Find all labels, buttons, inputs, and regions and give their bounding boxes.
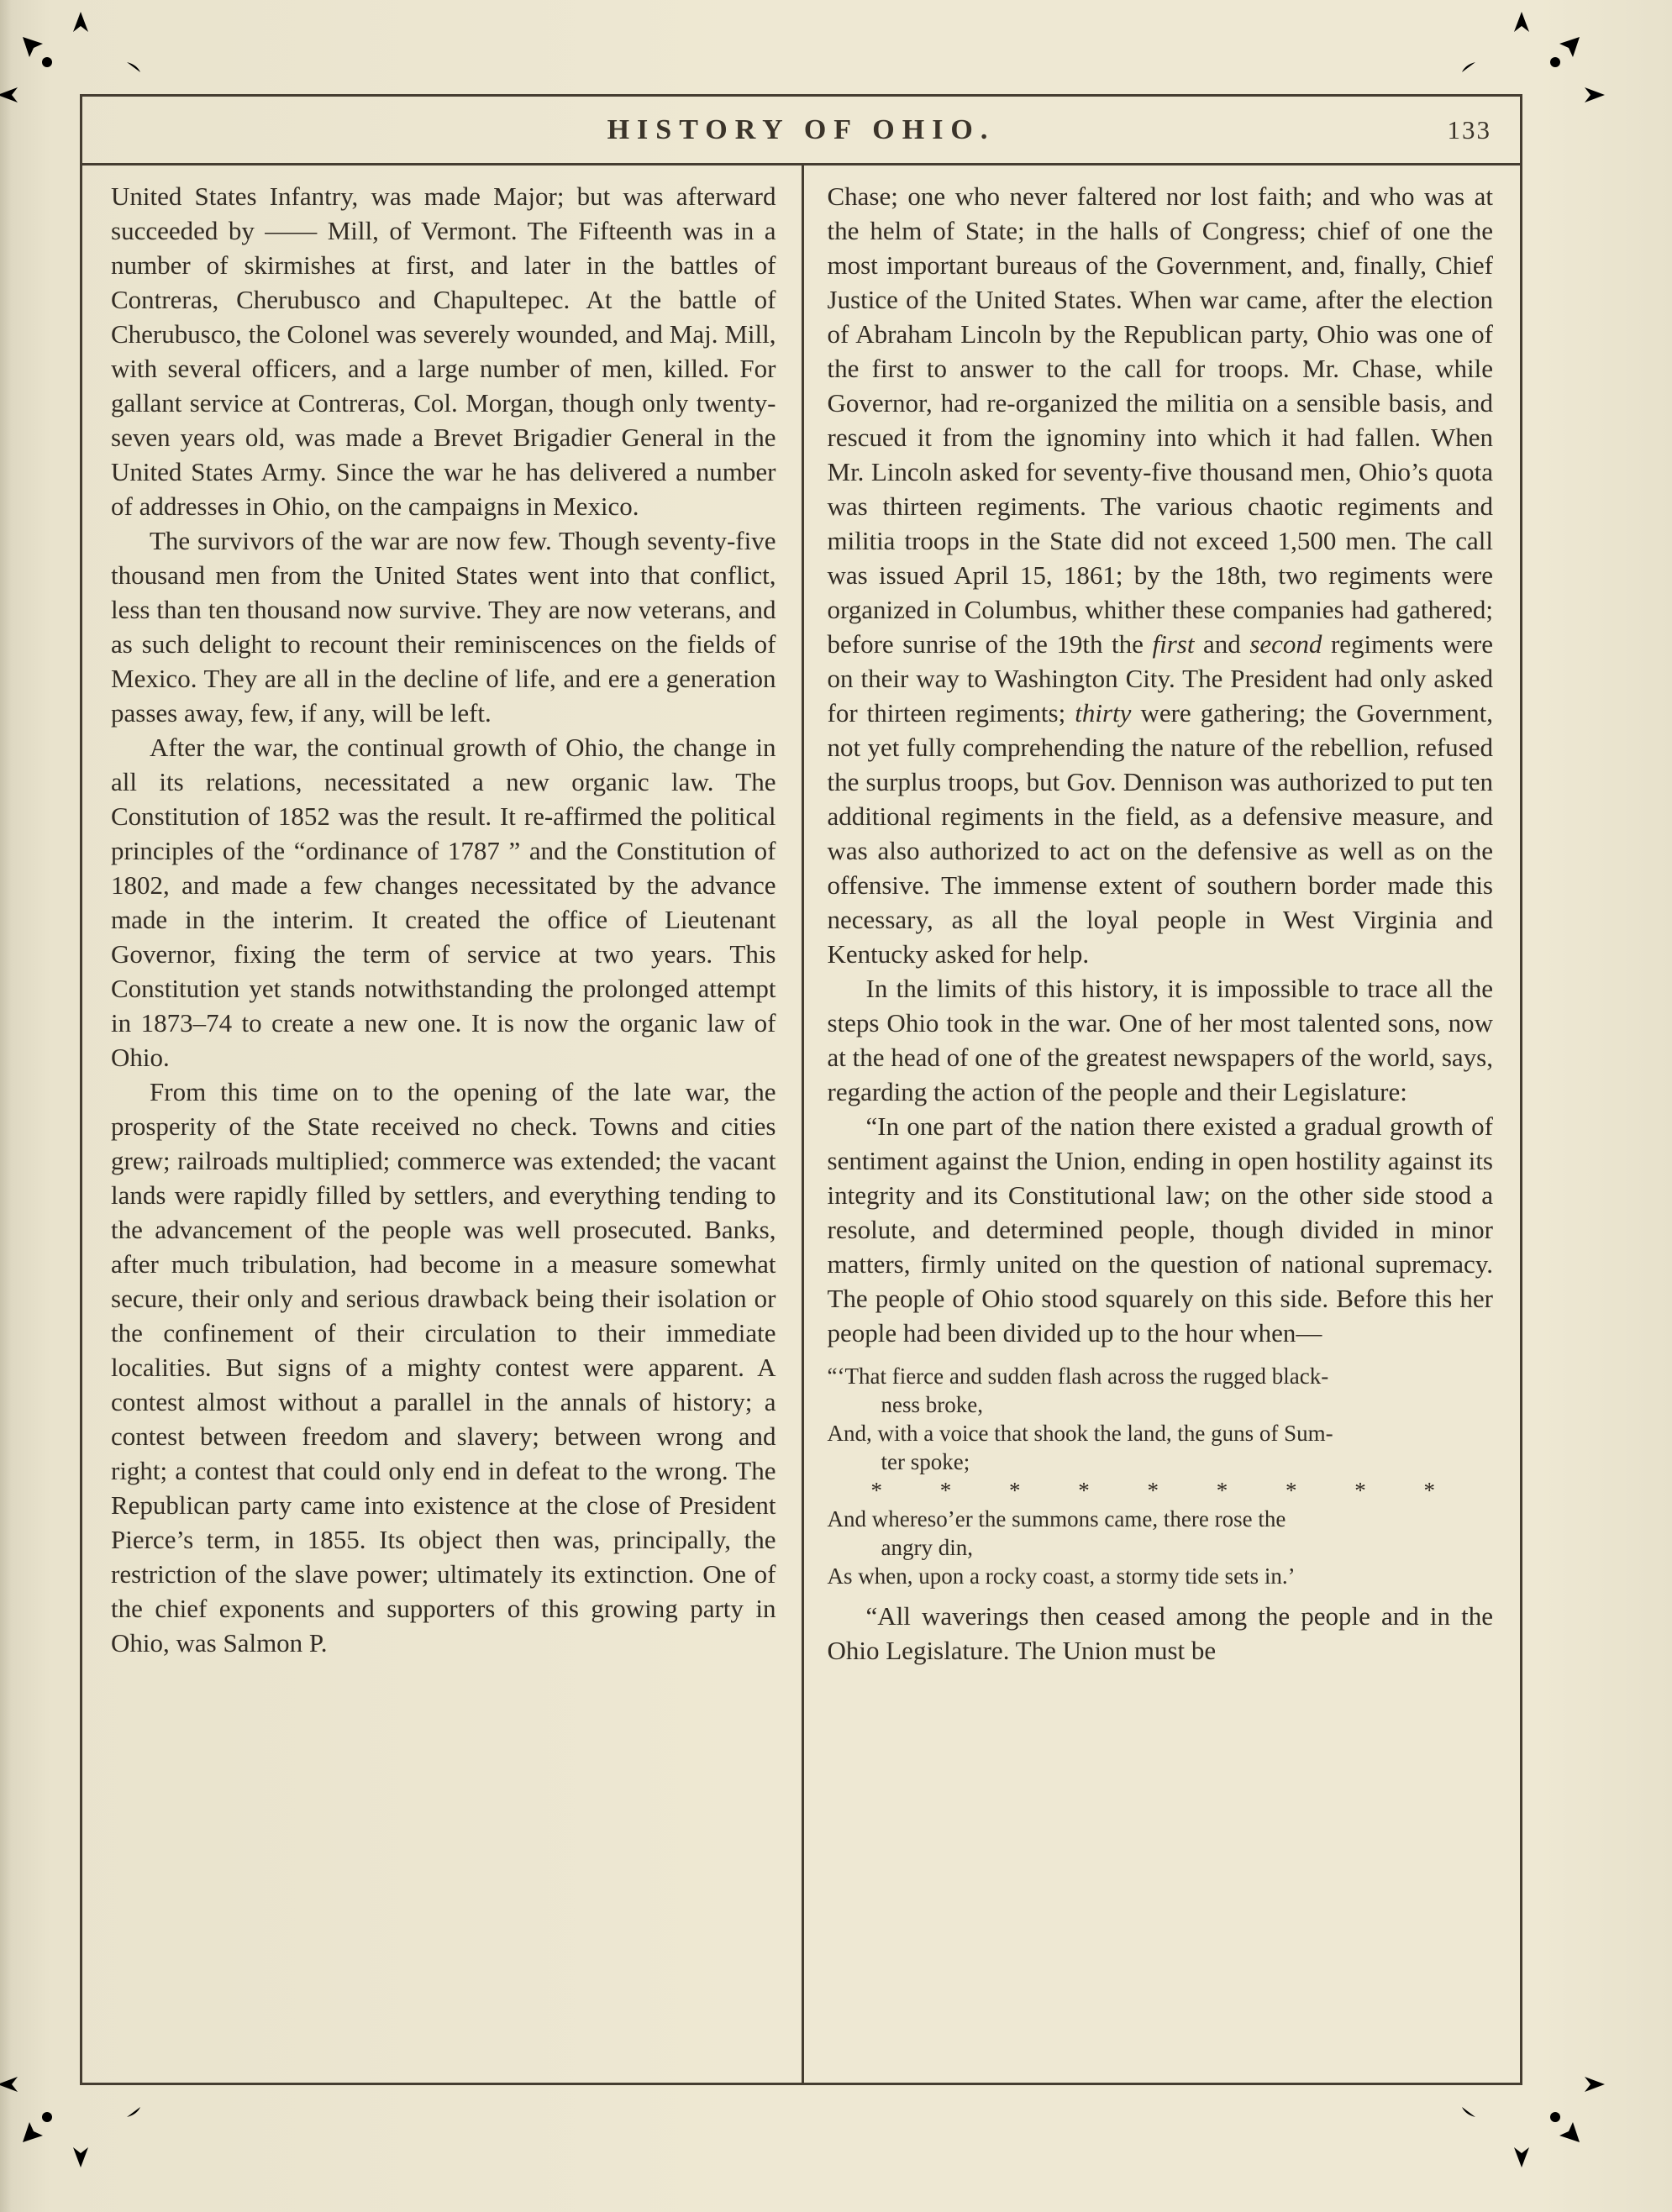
paragraph: After the war, the continual growth of Ohio, the change in all its relations, necessitated a new organic law. The Constitution of 1852 was the result. It re-affirmed the political principles of the “ordinance of 1787 ” and the Constitution of 1802, and made a few changes necessitated by the advance made in the interim. It created the office of Lieutenant Governor, fixing the term of service at two years. This Constitution yet stands notwithstanding the prolonged attempt in 1873–74 to create a new one. It is now the organic law of Ohio. [111,733,776,1072]
left-column [82,166,802,2083]
verse-line: And whereso’er the summons came, there rose the [827,1506,1286,1532]
right-column [802,166,1521,2083]
verse-line: And, with a voice that shook the land, the guns of Sum- [827,1421,1333,1446]
paragraph: “All waverings then ceased among the people and in the Ohio Legislature. The Union must be [827,1601,1493,1665]
verse-asterisk-row: * * * * * * * * * [870,1478,1437,1503]
verse-quote [828,1362,1494,1590]
running-head [82,97,1520,166]
page-frame [80,94,1522,2085]
paragraph: The survivors of the war are now few. Though seventy-five thousand men from the United States went into that conflict, less than ten thousand now survive. They are now veterans, and as such delight to recount their reminiscences on the fields of Mexico. They are all in the decline of life, and ere a generation passes away, few, if any, will be left. [111,526,776,728]
verse-line: ness broke, [881,1392,983,1417]
text-columns [82,166,1520,2083]
verse-line: As when, upon a rocky coast, a stormy tide sets in.’ [827,1563,1296,1589]
page-title: HISTORY OF OHIO. [607,113,996,145]
paragraph: “In one part of the nation there existed a gradual growth of sentiment against the Union, ending in open hostility against its integrity and its Constitutional law; on the other side stood a resolute, and determined people, though divided in minor matters, firmly united on the question of national supremacy. The people of Ohio stood squarely on this side. Before this her people had been divided up to the hour when— [827,1111,1493,1348]
verse-line: ter spoke; [881,1449,970,1474]
paragraph: In the limits of this history, it is impossible to trace all the steps Ohio took in the war. One of her most talented sons, now at the head of one of the greatest newspapers of the world, says, regarding the action of the people and their Legislature: [827,974,1493,1106]
paragraph: From this time on to the opening of the late war, the prosperity of the State received no check. Towns and cities grew; railroads multiplied; commerce was extended; the vacant lands were rapidly filled by settlers, and everything tending to the advancement of the people was well prosecuted. Banks, after much tribulation, had become in a measure somewhat secure, their only and serious drawback being their isolation or the confinement of their circulation to their immediate localities. But signs of a mighty contest were apparent. A contest almost without a parallel in the annals of history; a contest between freedom and slavery; between wrong and right; a contest that could only end in defeat to the wrong. The Republican party came into existence at the close of President Pierce’s term, in 1855. Its object then was, principally, the restriction of the slave power; ultimately its extinction. One of the chief exponents and supporters of this growing party in Ohio, was Salmon P. [111,1077,776,1658]
verse-line: “‘That fierce and sudden flash across the rugged black- [827,1363,1329,1389]
paragraph: United States Infantry, was made Major; but was afterward succeeded by —— Mill, of Vermont. The Fifteenth was in a number of skirmishes at first, and later in the battles of Contreras, Cherubusco and Chapultepec. At the battle of Cherubusco, the Colonel was severely wounded, and Maj. Mill, with several officers, and a large number of men, killed. For gallant service at Contreras, Col. Morgan, though only twenty-seven years old, was made a Brevet Brigadier General in the United States Army. Since the war he has delivered a number of addresses in Ohio, on the campaigns in Mexico. [111,181,776,521]
verse-line: angry din, [881,1535,973,1560]
page-number: 133 [1447,114,1491,144]
paragraph: Chase; one who never faltered nor lost faith; and who was at the helm of State; in the halls of Congress; chief of one the most important bureaus of the Government, and, finally, Chief Justice of the United States. When war came, after the election of Abraham Lincoln by the Republican party, Ohio was one of the first to answer to the call for troops. Mr. Chase, while Governor, had re-organized the militia on a sensible basis, and rescued it from the ignominy into which it had fallen. When Mr. Lincoln asked for seventy-five thousand men, Ohio’s quota was thirteen regiments. The various chaotic regiments and militia troops in the State did not exceed 1,500 men. The call was issued April 15, 1861; by the 18th, two regiments were organized in Columbus, whither these companies had gathered; before sunrise of the 19th the first and second regiments were on their way to Washington City. The President had only asked for thirteen regiments; thirty were gathering; the Government, not yet fully comprehending the nature of the rebellion, refused the surplus troops, but Gov. Dennison was authorized to put ten additional regiments in the field, as a defensive measure, and was also authorized to act on the defensive as well as on the offensive. The immense extent of southern border made this necessary, as all the loyal people in West Virginia and Kentucky asked for help. [827,181,1493,969]
